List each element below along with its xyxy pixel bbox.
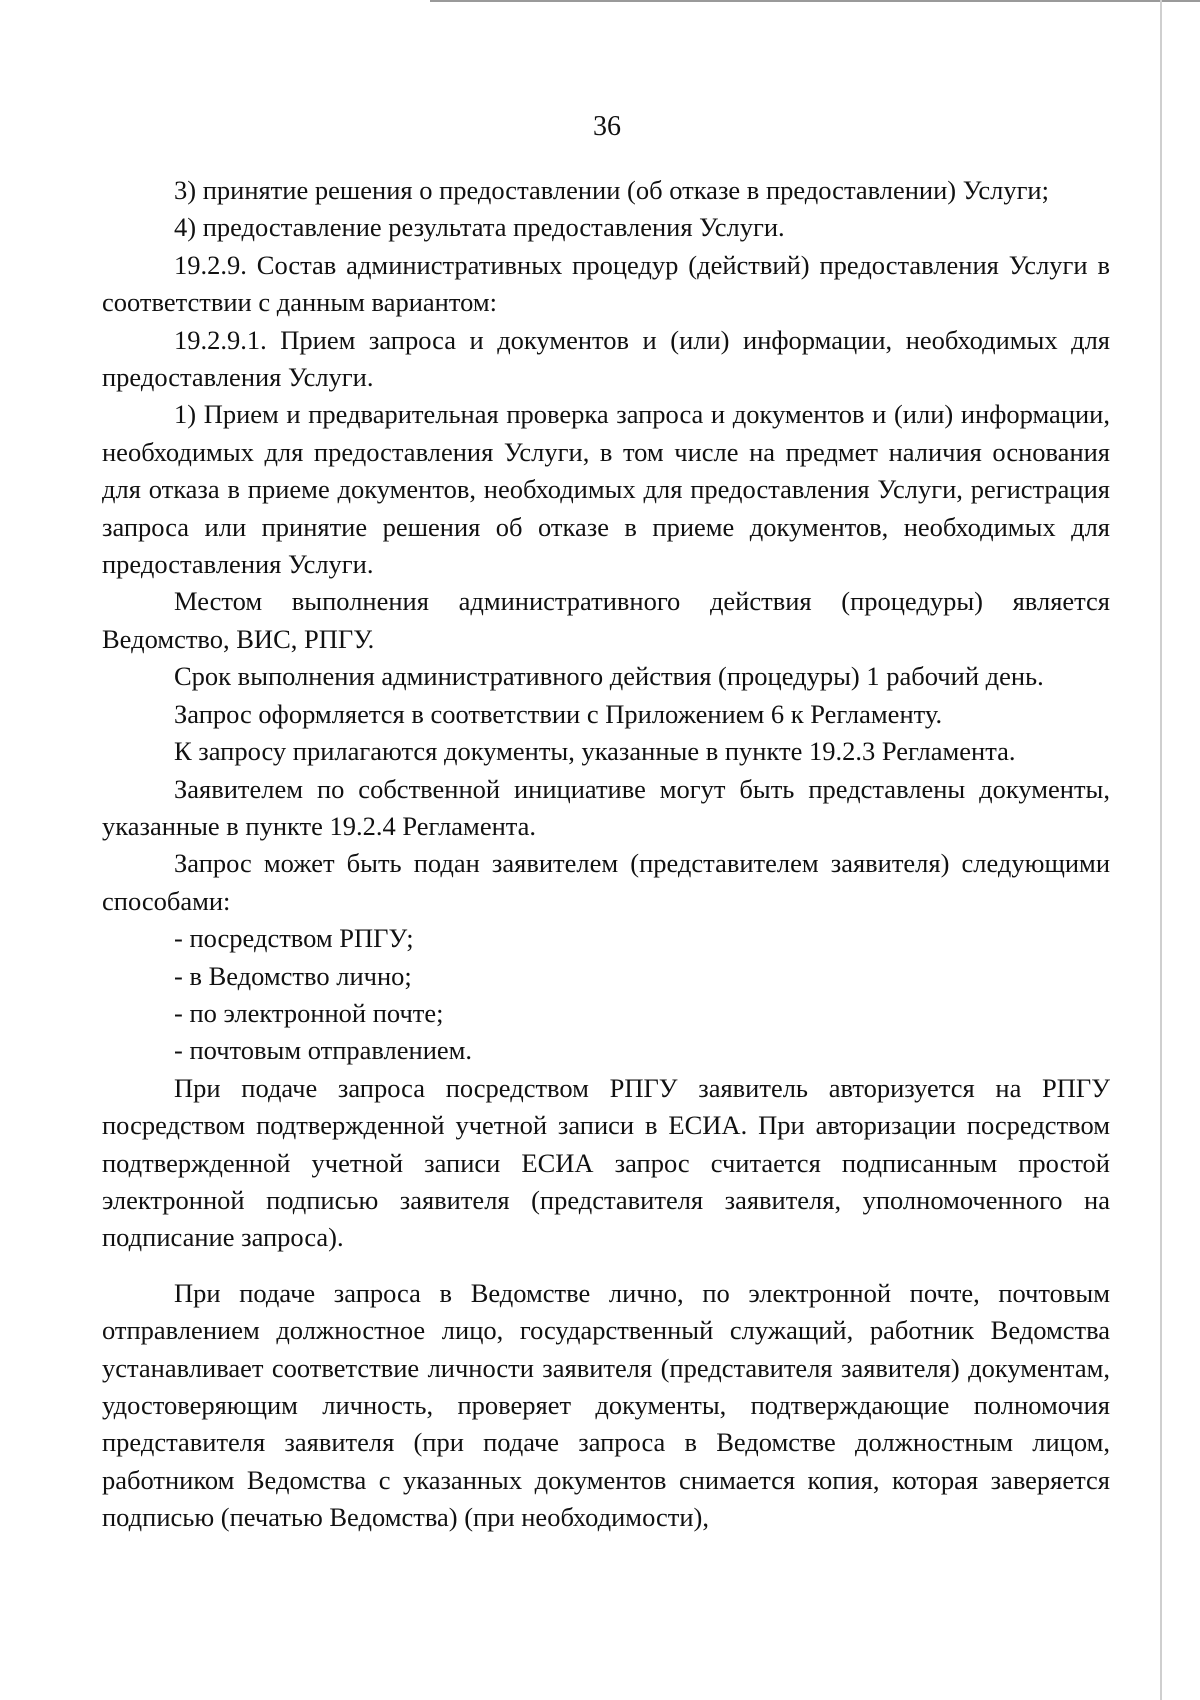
- paragraph: Срок выполнения административного действия (процедуры) 1 рабочий день.: [174, 661, 1044, 692]
- document-body: [102, 172, 1110, 1537]
- scan-edge-top: [430, 0, 1200, 2]
- page-number: 36: [593, 111, 621, 142]
- paragraph: Местом выполнения административного действия (процедуры) является Ведомство, ВИС, РПГУ.: [102, 586, 1110, 654]
- paragraph: К запросу прилагаются документы, указанные в пункте 19.2.3 Регламента.: [174, 736, 1016, 767]
- scan-edge-right: [1160, 0, 1162, 1700]
- list-item: - в Ведомство лично;: [174, 960, 412, 991]
- list-item: - по электронной почте;: [174, 997, 444, 1028]
- paragraph: 19.2.9. Состав административных процедур (действий) предоставления Услуги в соответствии с данным вариантом:: [102, 249, 1110, 318]
- paragraph: При подаче запроса в Ведомстве лично, по электронной почте, почтовым отправлением должностное лицо, государственный служащий, работник Ведомства устанавливает соответствие личности заявителя (представителя заявителя) документам, удостоверяющим личность, проверяет документы, подтверждающие полномочия представителя заявителя (при подаче запроса в Ведомстве должностным лицом, работником Ведомства с указанных документов снимается копия, которая заверяется подписью (печатью Ведомства) (при необходимости),: [102, 1277, 1110, 1533]
- list-item: - посредством РПГУ;: [174, 923, 414, 954]
- paragraph: 3) принятие решения о предоставлении (об отказе в предоставлении) Услуги;: [174, 175, 1049, 205]
- paragraph: 19.2.9.1. Прием запроса и документов и (или) информации, необходимых для предоставления Услуги.: [102, 324, 1110, 393]
- paragraph: Запрос может быть подан заявителем (представителем заявителя) следующими способами:: [102, 848, 1110, 916]
- paragraph: Запрос оформляется в соответствии с Приложением 6 к Регламенту.: [174, 698, 943, 729]
- list-item: - почтовым отправлением.: [174, 1035, 473, 1066]
- paragraph: При подаче запроса посредством РПГУ заявитель авторизуется на РПГУ посредством подтвержденной учетной записи в ЕСИА. При авторизации посредством подтвержденной учетной записи ЕСИА запрос считается подписанным простой электронной подписью заявителя (представителя заявителя, уполномоченного на подписание запроса).: [102, 1072, 1110, 1253]
- paragraph: 4) предоставление результата предоставления Услуги.: [174, 212, 785, 243]
- paragraph: Заявителем по собственной инициативе могут быть представлены документы, указанные в пункте 19.2.4 Регламента.: [102, 773, 1110, 841]
- paragraph: 1) Прием и предварительная проверка запроса и документов и (или) информации, необходимых для предоставления Услуги, в том числе на предмет наличия основания для отказа в приеме документов, необходимых для предоставления Услуги, регистрация запроса или принятие решения об отказе в приеме документов, необходимых для предоставления Услуги.: [102, 399, 1110, 580]
